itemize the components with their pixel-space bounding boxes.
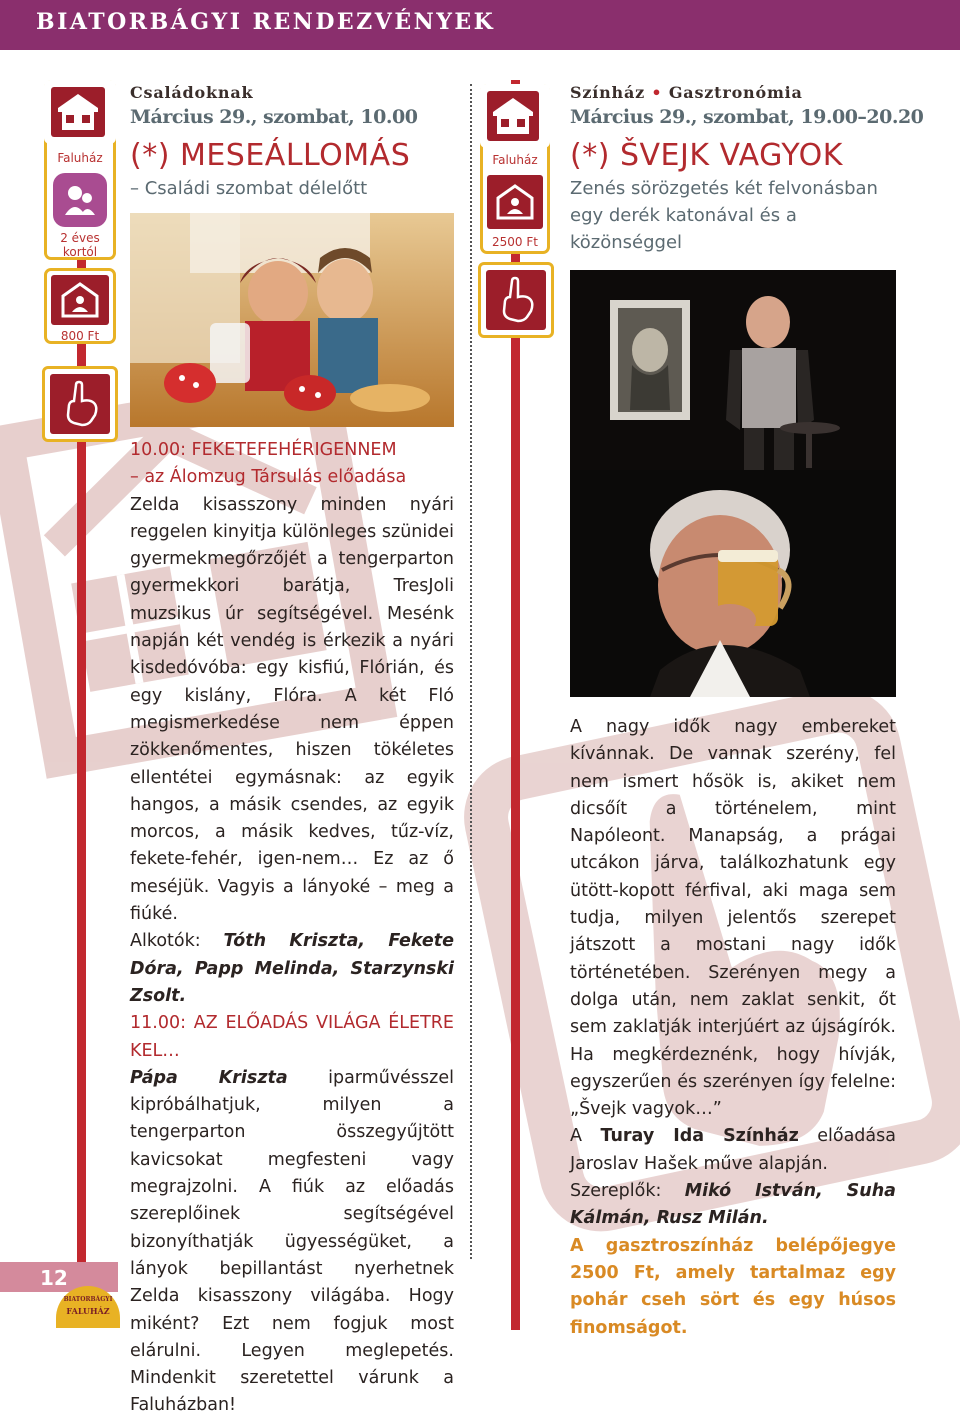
- logo-line2: FALUHÁZ: [66, 1306, 110, 1316]
- event1-section2-body: iparművésszel kipróbálhatjuk, milyen a tengerparton összegyűjtött kavicsokat megfesteni vagy megrajzolni. A fiúk az előadás szereplőinek segítségével bizonyíthatják ügyességüket, a lányok bepillantást nyerhetnek Zelda kisasszony világába. Hogy miként? Ezt nem fogjuk most elárulni. Legyen meglepetés. Mindenkit szeretettel várunk a Faluházban!: [130, 1067, 454, 1416]
- event2-category-b: Gasztronómia: [668, 83, 803, 102]
- faluhaz-logo: [56, 1286, 120, 1328]
- event2-main-body: A nagy idők nagy embereket kívánnak. De vannak szerény, fel nem ismert hősök is, akiket nem dicsőít a történelem, mint Napóleont. Manapság, a prágai utcákon járva, találkozhatunk egy ütött-kopott férfival, aki maga sem tudja, milyen jelentős szerepet játszott a mostani nagy idők történetében. Szerényen megy a dolga után, nem zaklat senkit, őt sem zaklatják interjúért az újságírók. Ha megkérdeznénk, hogy hívják, egyszerűen és szerényen így felelne: „Švejk vagyok…”: [570, 717, 896, 1120]
- event1-section2-name: Pápa Kriszta: [130, 1067, 288, 1088]
- event1-section1-heading: 10.00: FEKETEFEHÉRIGENNEM: [130, 440, 397, 460]
- left-price-label: 800 Ft: [60, 329, 100, 343]
- age-label-line2: kortól: [62, 245, 98, 259]
- event1-section2: [130, 1065, 454, 1420]
- event2-title-mark: (*): [570, 138, 610, 173]
- ticket-house-icon: [495, 184, 535, 220]
- event1-puppet-photo: [130, 213, 454, 427]
- left-hand-badge: [42, 366, 118, 442]
- event1-section2-heading: 11.00: AZ ELŐADÁS VILÁGA ÉLETRE KEL…: [130, 1013, 454, 1061]
- event2-date: Március 29., szombat, 19.00–20.20: [570, 106, 924, 128]
- event1-section1-sub: – az Álomzug Társulás előadása: [130, 467, 407, 488]
- event2-body: [570, 714, 896, 1342]
- event1-title-row: [130, 138, 410, 173]
- page-number: 12: [40, 1266, 68, 1290]
- event2-title-row: [570, 138, 843, 173]
- event1-body: [130, 437, 454, 1420]
- column-divider: [470, 84, 472, 1259]
- event1-creators-label: Alkotók:: [130, 931, 201, 952]
- age-label-line1: 2 éves: [60, 231, 100, 245]
- event2-credit-pre: A: [570, 1126, 582, 1147]
- event2-category: [570, 83, 803, 102]
- ticket-house-icon: [60, 282, 100, 318]
- event2-credit: [570, 1123, 896, 1178]
- right-price-label: 2500 Ft: [492, 235, 538, 249]
- house-icon: [56, 92, 100, 132]
- event1-title: MESEÁLLOMÁS: [179, 138, 411, 173]
- event1-creators-names: Tóth Kriszta, Fekete Dóra, Papp Melinda, Starzynski Zsolt.: [130, 931, 454, 1006]
- event1-section1-body: Zelda kisasszony minden nyári reggelen kinyitja különleges szünidei gyermekmegőrzőjét a tengerparton gyermekkori barátja, TresJoli muzsikus úr segítségével. Mesénk napján két vendég is érkezik a nyári kisdedóvóba: egy kisfiú, Flórián, és egy kislány, Flóra. A két Fló megismerkedése nem éppen zökkenőmentes, hiszen tökéletes ellentétei egymásnak: az egyik hangos, a másik csendes, az egyik morcos, a másik kedves, tűz-víz, fekete-fehér, igen-nem… Ez az ő meséjük. Vagyis a lányoké – meg a fiúké.: [130, 494, 454, 925]
- event2-cast-names: Mikó István, Suha Kálmán, Rusz Milán.: [570, 1181, 896, 1229]
- right-ticket-badge: [487, 175, 545, 231]
- family-icon: [61, 181, 99, 219]
- event2-subtitle: Zenés sörözgetés két felvonásban egy derék katonával és a közönséggel: [570, 178, 878, 253]
- event1-title-mark: (*): [130, 138, 170, 173]
- event2-beer-photo: [570, 470, 896, 697]
- logo-line1: BIATORBÁGYI: [63, 1296, 113, 1303]
- right-venue-card: [480, 84, 550, 254]
- ticket-badge: [51, 275, 111, 327]
- left-venue-card: [44, 80, 116, 260]
- event2-stage-photo: [570, 270, 896, 470]
- left-price-card: [44, 268, 116, 344]
- event2-cast: [570, 1178, 896, 1233]
- header-title: BIATORBÁGYI RENDEZVÉNYEK: [36, 9, 496, 35]
- right-venue-house-badge: [480, 84, 550, 148]
- event2-title: ŠVEJK VAGYOK: [619, 138, 843, 173]
- event2-credit-post: előadása Jaroslav Hašek műve alapján.: [570, 1126, 896, 1174]
- event1-category: Családoknak: [130, 83, 254, 102]
- venue-house-badge: [44, 80, 116, 144]
- left-venue-label: Faluház: [57, 151, 103, 165]
- event2-category-sep: •: [651, 83, 663, 102]
- event1-creators: [130, 928, 454, 1010]
- pointing-hand-icon: [60, 381, 100, 427]
- event1-subtitle: – Családi szombat délelőtt: [130, 178, 368, 199]
- event2-cast-label: Szereplők:: [570, 1181, 662, 1202]
- right-venue-label: Faluház: [492, 153, 538, 167]
- event2-category-a: Színház: [570, 83, 646, 102]
- pointing-hand-icon: [496, 277, 536, 323]
- event2-highlight: A gasztroszínház belépőjegye 2500 Ft, amely tartalmaz egy pohár cseh sört és egy húsos finomságot.: [570, 1235, 896, 1338]
- right-hand-badge: [478, 262, 554, 338]
- header-bar: [0, 0, 960, 50]
- age-badge: [53, 173, 107, 227]
- house-icon: [491, 96, 535, 136]
- event1-date: Március 29., szombat, 10.00: [130, 106, 418, 128]
- event2-credit-theatre: Turay Ida Színház: [600, 1126, 799, 1147]
